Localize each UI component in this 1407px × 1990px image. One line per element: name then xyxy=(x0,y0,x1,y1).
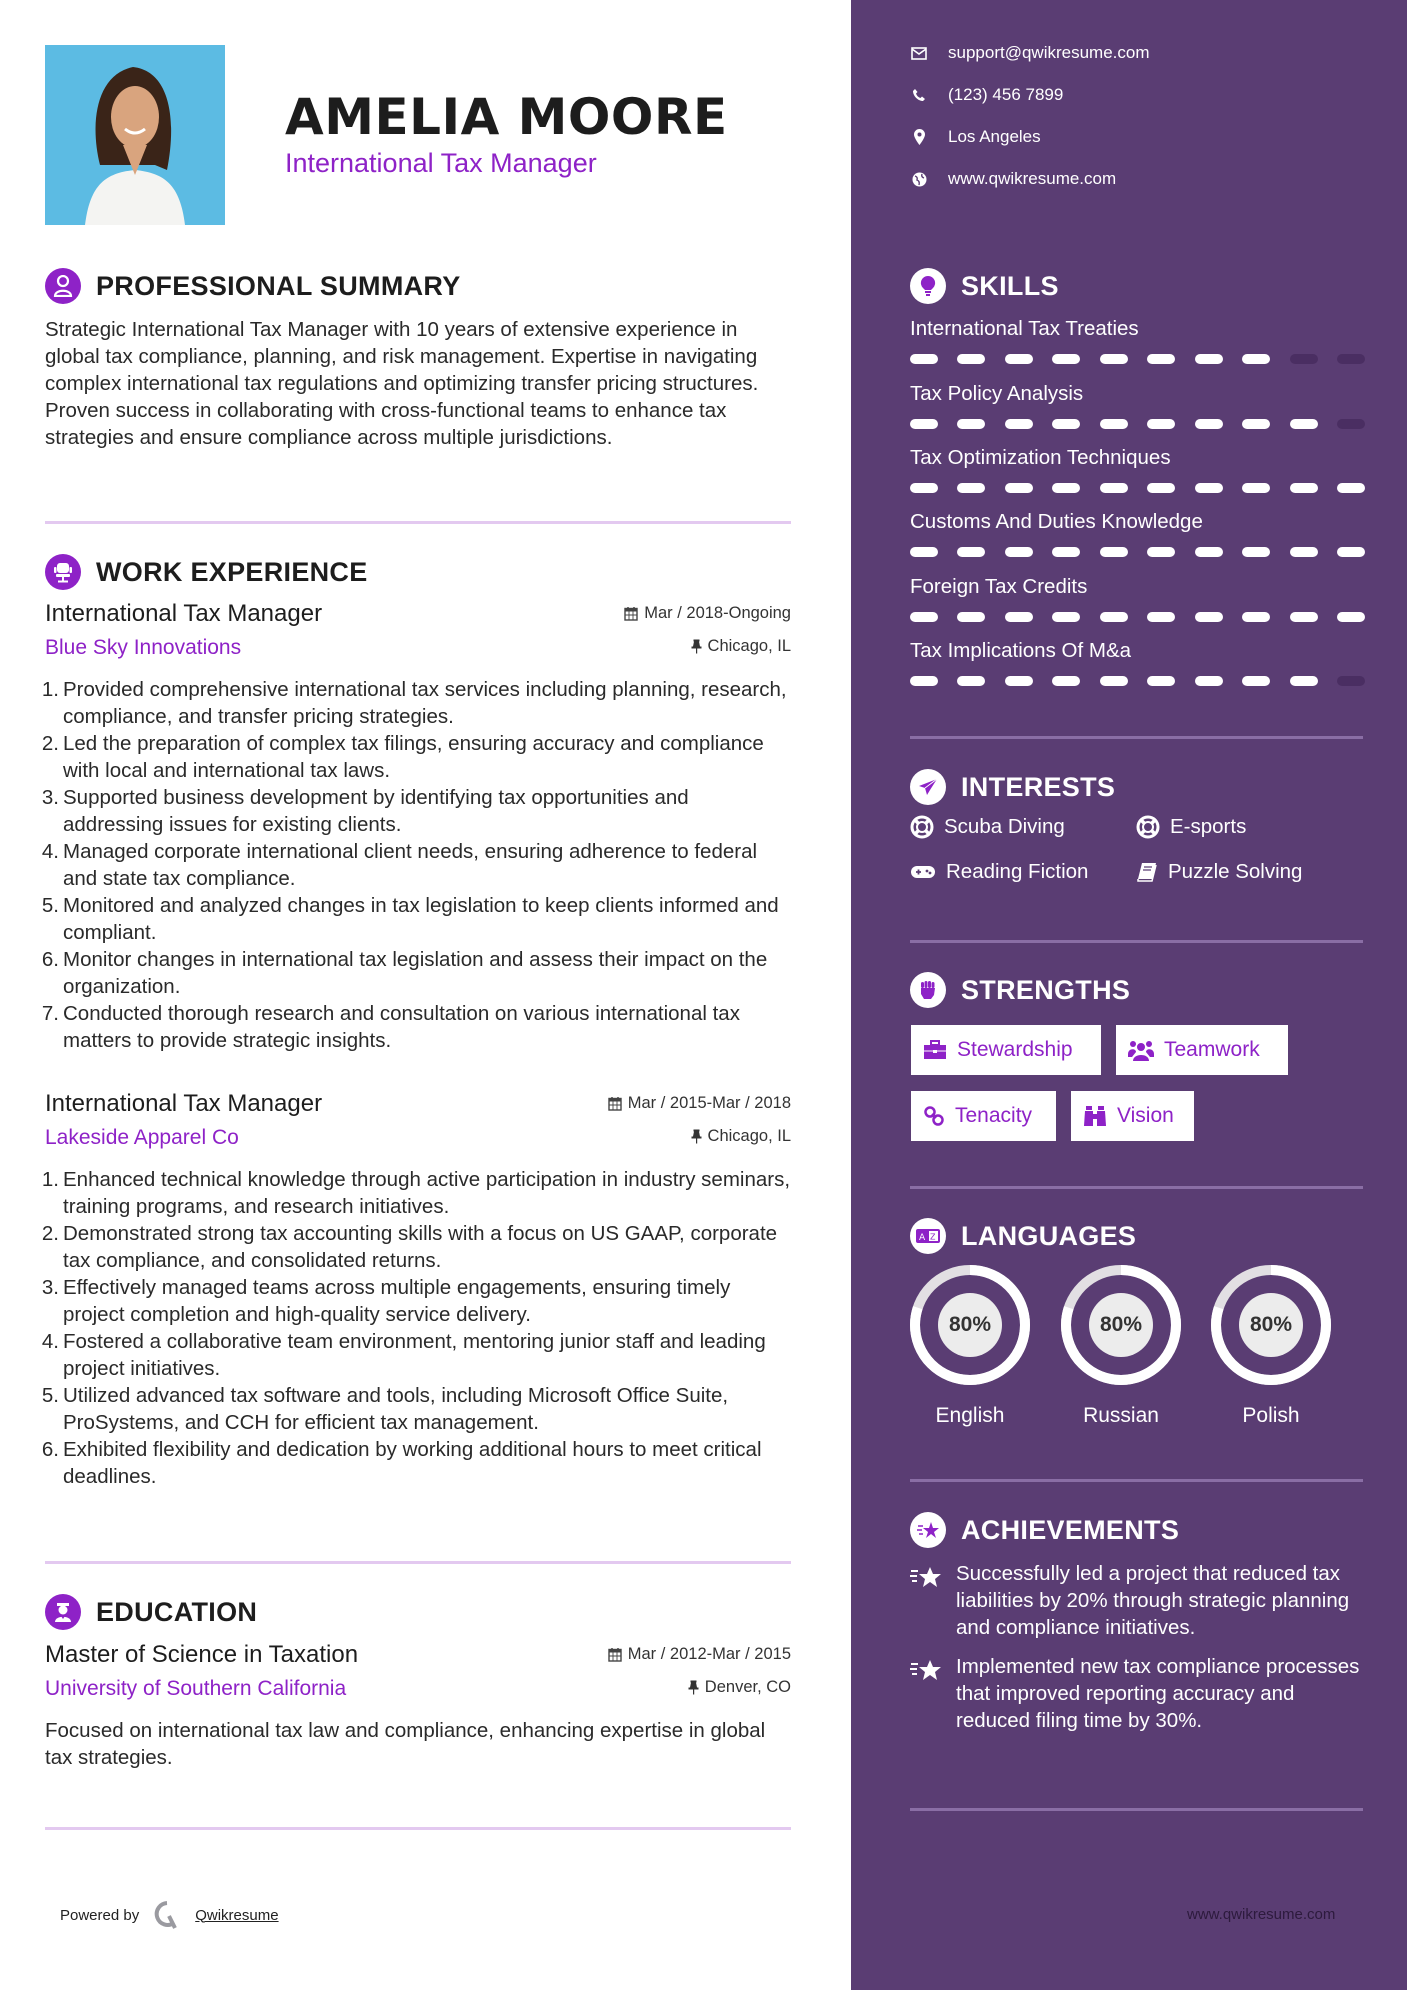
contact-location: Los Angeles xyxy=(910,127,1041,147)
skill-rating-bar xyxy=(910,676,1365,686)
list-item: 2. Led the preparation of complex tax filings, ensuring accuracy and compliance with local and international tax laws. xyxy=(41,732,764,782)
job-entry xyxy=(41,1090,791,1490)
job-entry xyxy=(41,600,791,1054)
education-title: EDUCATION xyxy=(96,1596,258,1627)
list-item: 4. Fostered a collaborative team environment, mentoring junior staff and leading project initiatives. xyxy=(41,1330,766,1380)
interest-item: Puzzle Solving xyxy=(1136,860,1302,884)
languages-header: A Z LANGUAGES xyxy=(910,1218,1136,1254)
qwikresume-logo-icon xyxy=(153,1900,181,1930)
language-progress-ring: 80% xyxy=(909,1264,1031,1386)
interest-item: Reading Fiction xyxy=(910,860,1088,884)
shooting-star-icon xyxy=(910,1512,946,1548)
skill-item: International Tax Treaties xyxy=(910,317,1365,364)
pin-icon xyxy=(691,1129,702,1144)
interests-header: INTERESTS xyxy=(910,769,1115,805)
gamepad-icon xyxy=(910,864,936,880)
job-responsibilities xyxy=(41,676,791,1054)
list-item: 1. Provided comprehensive international tax services including planning, research, compliance, and transfer pricing strategies. xyxy=(41,678,787,728)
contact-phone: (123) 456 7899 xyxy=(910,85,1063,105)
section-divider xyxy=(910,1479,1363,1482)
job-date: Mar / 2015-Mar / 2018 xyxy=(608,1094,791,1113)
office-chair-icon xyxy=(45,554,81,590)
lifebuoy-icon xyxy=(1136,815,1160,839)
skills-header: SKILLS xyxy=(910,268,1059,304)
job-date: Mar / 2018-Ongoing xyxy=(624,604,791,623)
list-item: 1. Enhanced technical knowledge through active participation in industry seminars, training programs, and research initiatives. xyxy=(41,1168,791,1218)
job-location: Chicago, IL xyxy=(691,1127,791,1146)
users-icon xyxy=(1128,1039,1154,1061)
education-location: Denver, CO xyxy=(688,1678,791,1697)
section-divider xyxy=(45,521,791,524)
list-item: 4. Managed corporate international client needs, ensuring adherence to federal and state tax compliance. xyxy=(41,840,758,890)
strength-badge: Teamwork xyxy=(1116,1025,1288,1075)
language-progress-ring: 80% xyxy=(1060,1264,1182,1386)
section-divider xyxy=(910,1186,1363,1189)
experience-header xyxy=(45,554,368,590)
section-divider xyxy=(910,736,1363,739)
svg-text:A: A xyxy=(919,1233,926,1243)
binoculars-icon xyxy=(1083,1105,1107,1127)
interest-item: Scuba Diving xyxy=(910,815,1065,839)
shooting-star-icon xyxy=(910,1657,942,1683)
powered-by: Powered by Qwikresume xyxy=(60,1900,279,1930)
skill-rating-bar xyxy=(910,483,1365,493)
list-item: 6. Monitor changes in international tax legislation and assess their impact on the organization. xyxy=(41,948,768,998)
strength-badge: Stewardship xyxy=(911,1025,1101,1075)
contact-website: www.qwikresume.com xyxy=(910,169,1116,189)
graduate-icon xyxy=(45,1594,81,1630)
lifebuoy-icon xyxy=(910,815,934,839)
translate-icon xyxy=(910,1218,946,1254)
language-item: 80% Polish xyxy=(1210,1264,1332,1428)
skill-rating-bar xyxy=(910,419,1365,429)
job-company: Blue Sky Innovations xyxy=(45,636,242,659)
summary-header xyxy=(45,268,461,304)
skill-rating-bar xyxy=(910,547,1365,557)
pin-icon xyxy=(691,639,702,654)
skill-rating-bar xyxy=(910,612,1365,622)
link-icon xyxy=(923,1105,945,1127)
skill-item: Tax Implications Of M&a xyxy=(910,639,1365,686)
school: University of Southern California xyxy=(45,1677,347,1700)
section-divider xyxy=(45,1561,791,1564)
experience-title: WORK EXPERIENCE xyxy=(96,556,368,587)
candidate-name: AMELIA MOORE xyxy=(285,88,728,146)
section-divider xyxy=(910,1808,1363,1811)
strength-badge: Tenacity xyxy=(911,1091,1056,1141)
section-divider xyxy=(910,940,1363,943)
summary-title: PROFESSIONAL SUMMARY xyxy=(96,270,461,301)
achievements-header: ACHIEVEMENTS xyxy=(910,1512,1179,1548)
book-icon xyxy=(1136,861,1158,883)
envelope-icon xyxy=(911,47,927,60)
qwikresume-link[interactable]: Qwikresume xyxy=(195,1906,279,1924)
skill-item: Customs And Duties Knowledge xyxy=(910,510,1365,557)
lightbulb-icon xyxy=(910,268,946,304)
phone-icon xyxy=(912,88,926,102)
list-item: 2. Demonstrated strong tax accounting skills with a focus on US GAAP, corporate tax compliance, and consolidated returns. xyxy=(41,1222,778,1272)
svg-text:Z: Z xyxy=(930,1232,936,1242)
education-header xyxy=(45,1594,257,1630)
list-item: 5. Utilized advanced tax software and tools, including Microsoft Office Suite, ProSystems, and CCH for efficient tax management. xyxy=(41,1384,729,1434)
list-item: 5. Monitored and analyzed changes in tax legislation to keep clients informed and compliant. xyxy=(41,894,779,944)
calendar-icon xyxy=(624,606,638,621)
language-item: 80% Russian xyxy=(1060,1264,1182,1428)
list-item: 6. Exhibited flexibility and dedication by working additional hours to meet critical deadlines. xyxy=(41,1438,762,1488)
shooting-star-icon xyxy=(910,1564,942,1590)
contact-email: support@qwikresume.com xyxy=(910,43,1150,63)
job-role: International Tax Manager xyxy=(45,600,323,627)
user-icon xyxy=(45,268,81,304)
achievement-item: Implemented new tax compliance processes that improved reporting accuracy and reduced filing time by 30%. xyxy=(910,1653,1370,1734)
skill-rating-bar xyxy=(910,354,1365,364)
list-item: 3. Supported business development by identifying tax opportunities and addressing issues for existing clients. xyxy=(41,786,689,836)
summary-text: Strategic International Tax Manager with 10 years of extensive experience in global tax compliance, planning, and risk management. Expertise in navigating complex international tax regulations and optimizing transfer pricing structures. Proven success in collaborating with cross-functional teams to enhance tax strategies and ensure compliance across multiple jurisdictions. xyxy=(45,318,759,449)
job-responsibilities xyxy=(41,1166,791,1490)
achievement-item: Successfully led a project that reduced tax liabilities by 20% through strategic planning and compliance initiatives. xyxy=(910,1560,1370,1641)
education-date: Mar / 2012-Mar / 2015 xyxy=(608,1645,791,1664)
language-item: 80% English xyxy=(909,1264,1031,1428)
language-progress-ring: 80% xyxy=(1210,1264,1332,1386)
education-entry xyxy=(45,1641,791,1771)
education-description: Focused on international tax law and compliance, enhancing expertise in global tax strategies. xyxy=(45,1719,766,1769)
skill-item: Tax Policy Analysis xyxy=(910,382,1365,429)
list-item: 7. Conducted thorough research and consultation on various international tax matters to provide strategic insights. xyxy=(41,1002,740,1052)
section-divider xyxy=(45,1827,791,1830)
strength-badge: Vision xyxy=(1071,1091,1194,1141)
paper-plane-icon xyxy=(910,769,946,805)
job-location: Chicago, IL xyxy=(691,637,791,656)
interest-item: E-sports xyxy=(1136,815,1246,839)
calendar-icon xyxy=(608,1647,622,1662)
skill-item: Tax Optimization Techniques xyxy=(910,446,1365,493)
job-role: International Tax Manager xyxy=(45,1090,323,1117)
calendar-icon xyxy=(608,1096,622,1111)
footer-website[interactable]: www.qwikresume.com xyxy=(1187,1906,1336,1923)
candidate-title: International Tax Manager xyxy=(285,148,597,178)
pin-icon xyxy=(688,1680,699,1695)
strengths-header: STRENGTHS xyxy=(910,972,1130,1008)
skill-item: Foreign Tax Credits xyxy=(910,575,1365,622)
globe-icon xyxy=(912,172,927,187)
fist-icon xyxy=(910,972,946,1008)
profile-photo xyxy=(45,45,225,225)
briefcase-icon xyxy=(923,1040,947,1060)
map-marker-icon xyxy=(914,129,925,145)
list-item: 3. Effectively managed teams across multiple engagements, ensuring timely project completion and high-quality service delivery. xyxy=(41,1276,731,1326)
job-company: Lakeside Apparel Co xyxy=(45,1126,239,1149)
degree: Master of Science in Taxation xyxy=(45,1641,359,1668)
